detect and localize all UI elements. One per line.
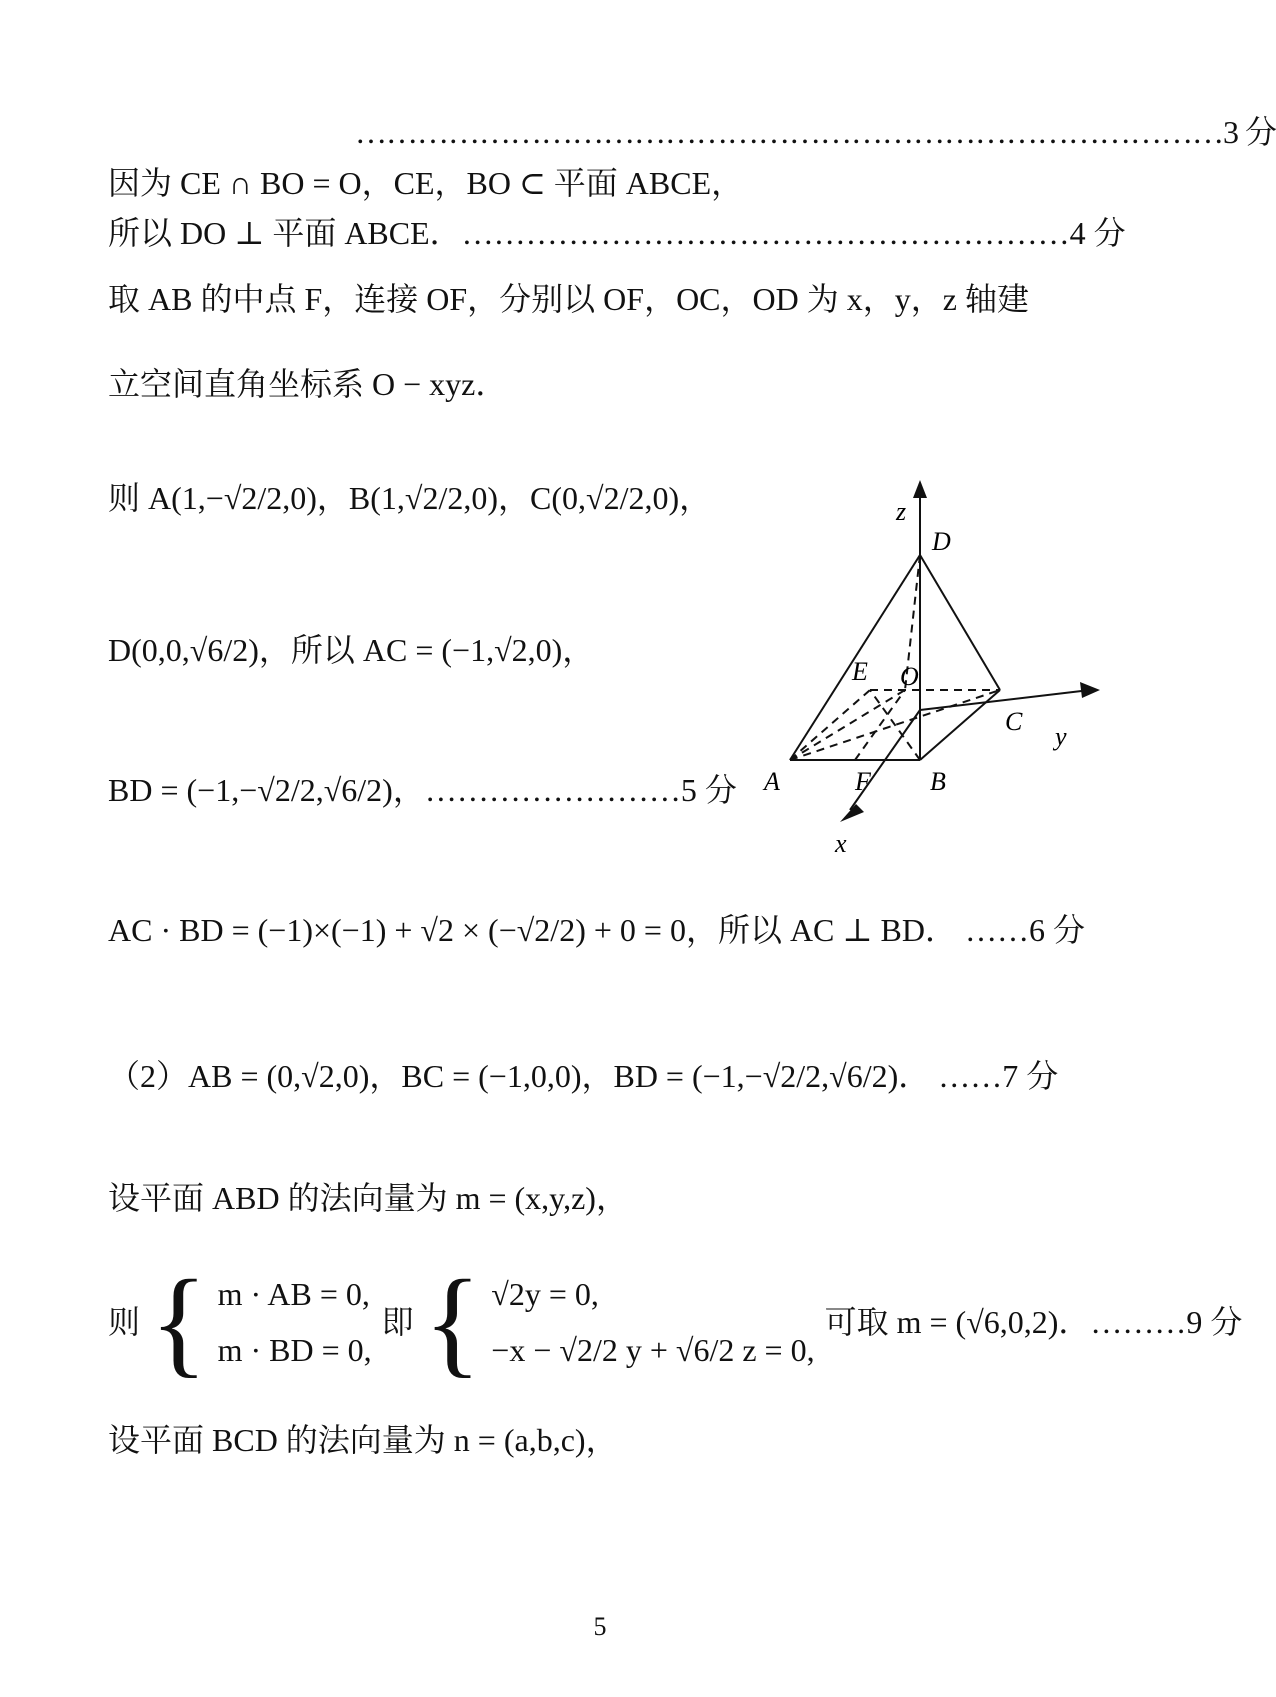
edge-bc bbox=[920, 690, 1000, 760]
line-system bbox=[108, 1255, 1243, 1388]
diag-be bbox=[870, 690, 920, 760]
system-2 bbox=[491, 1266, 814, 1378]
left-brace-2: { bbox=[423, 1255, 482, 1388]
left-brace-1: { bbox=[150, 1255, 208, 1388]
line-vector-bd: BD = (−1,−√2/2,√6/2)，……………………5 分 bbox=[108, 772, 737, 808]
y-axis-arrow bbox=[1080, 682, 1100, 698]
label-x: x bbox=[835, 829, 847, 858]
score-line-3: …………………………………………………………………………3 分 bbox=[355, 114, 1276, 150]
pyramid-diagram bbox=[760, 480, 1100, 860]
system-1 bbox=[218, 1266, 372, 1378]
label-c: C bbox=[1005, 707, 1023, 736]
page-number: 5 bbox=[593, 1612, 607, 1641]
system-1-eq2: m · BD = 0, bbox=[217, 1332, 372, 1368]
label-f: F bbox=[855, 767, 871, 796]
label-a: A bbox=[764, 767, 780, 796]
system-1-eq1: m · AB = 0, bbox=[217, 1276, 370, 1312]
label-e: E bbox=[852, 657, 868, 686]
line-intersection: 因为 CE ∩ BO = O，CE，BO ⊂ 平面 ABCE， bbox=[108, 165, 744, 201]
label-z: z bbox=[896, 497, 907, 526]
line-perpendicular: 所以 DO ⊥ 平面 ABCE．…………………………………………………4 分 bbox=[108, 215, 1126, 251]
z-axis-arrow bbox=[913, 480, 927, 498]
line-normal-n: 设平面 BCD 的法向量为 n = (a,b,c)， bbox=[108, 1422, 618, 1458]
label-o: O bbox=[900, 662, 919, 691]
diag-ao bbox=[790, 690, 905, 760]
choose-m: 可取 m = (√6,0,2)．………9 分 bbox=[824, 1304, 1243, 1340]
label-y: y bbox=[1055, 722, 1067, 751]
edge-ae bbox=[790, 690, 870, 760]
line-point-d: D(0,0,√6/2)，所以 AC = (−1,√2,0)， bbox=[108, 632, 595, 668]
edge-dc bbox=[920, 555, 1000, 690]
line-points-abc: 则 A(1,−√2/2,0)，B(1,√2/2,0)，C(0,√2/2,0)， bbox=[108, 480, 712, 516]
then-label: 则 bbox=[108, 1304, 141, 1340]
that-is-label: 即 bbox=[381, 1304, 414, 1340]
line-midpoint: 取 AB 的中点 F，连接 OF，分别以 OF，OC，OD 为 x，y，z 轴建 bbox=[108, 281, 1029, 317]
system-2-eq2: −x − √2/2 y + √6/2 z = 0, bbox=[491, 1332, 815, 1368]
label-b: B bbox=[930, 767, 946, 796]
label-d: D bbox=[932, 527, 951, 556]
line-normal-m: 设平面 ABD 的法向量为 m = (x,y,z)， bbox=[108, 1180, 628, 1216]
line-part2-vectors: （2）AB = (0,√2,0)，BC = (−1,0,0)，BD = (−1,−√2/2,√6/2)． ……7 分 bbox=[108, 1058, 1059, 1094]
line-dot-product: AC · BD = (−1)×(−1) + √2 × (−√2/2) + 0 = 0，所以 AC ⊥ BD． ……6 分 bbox=[108, 912, 1085, 948]
system-2-eq1: √2y = 0, bbox=[491, 1276, 599, 1312]
line-coordinate-system: 立空间直角坐标系 O − xyz． bbox=[108, 366, 508, 402]
